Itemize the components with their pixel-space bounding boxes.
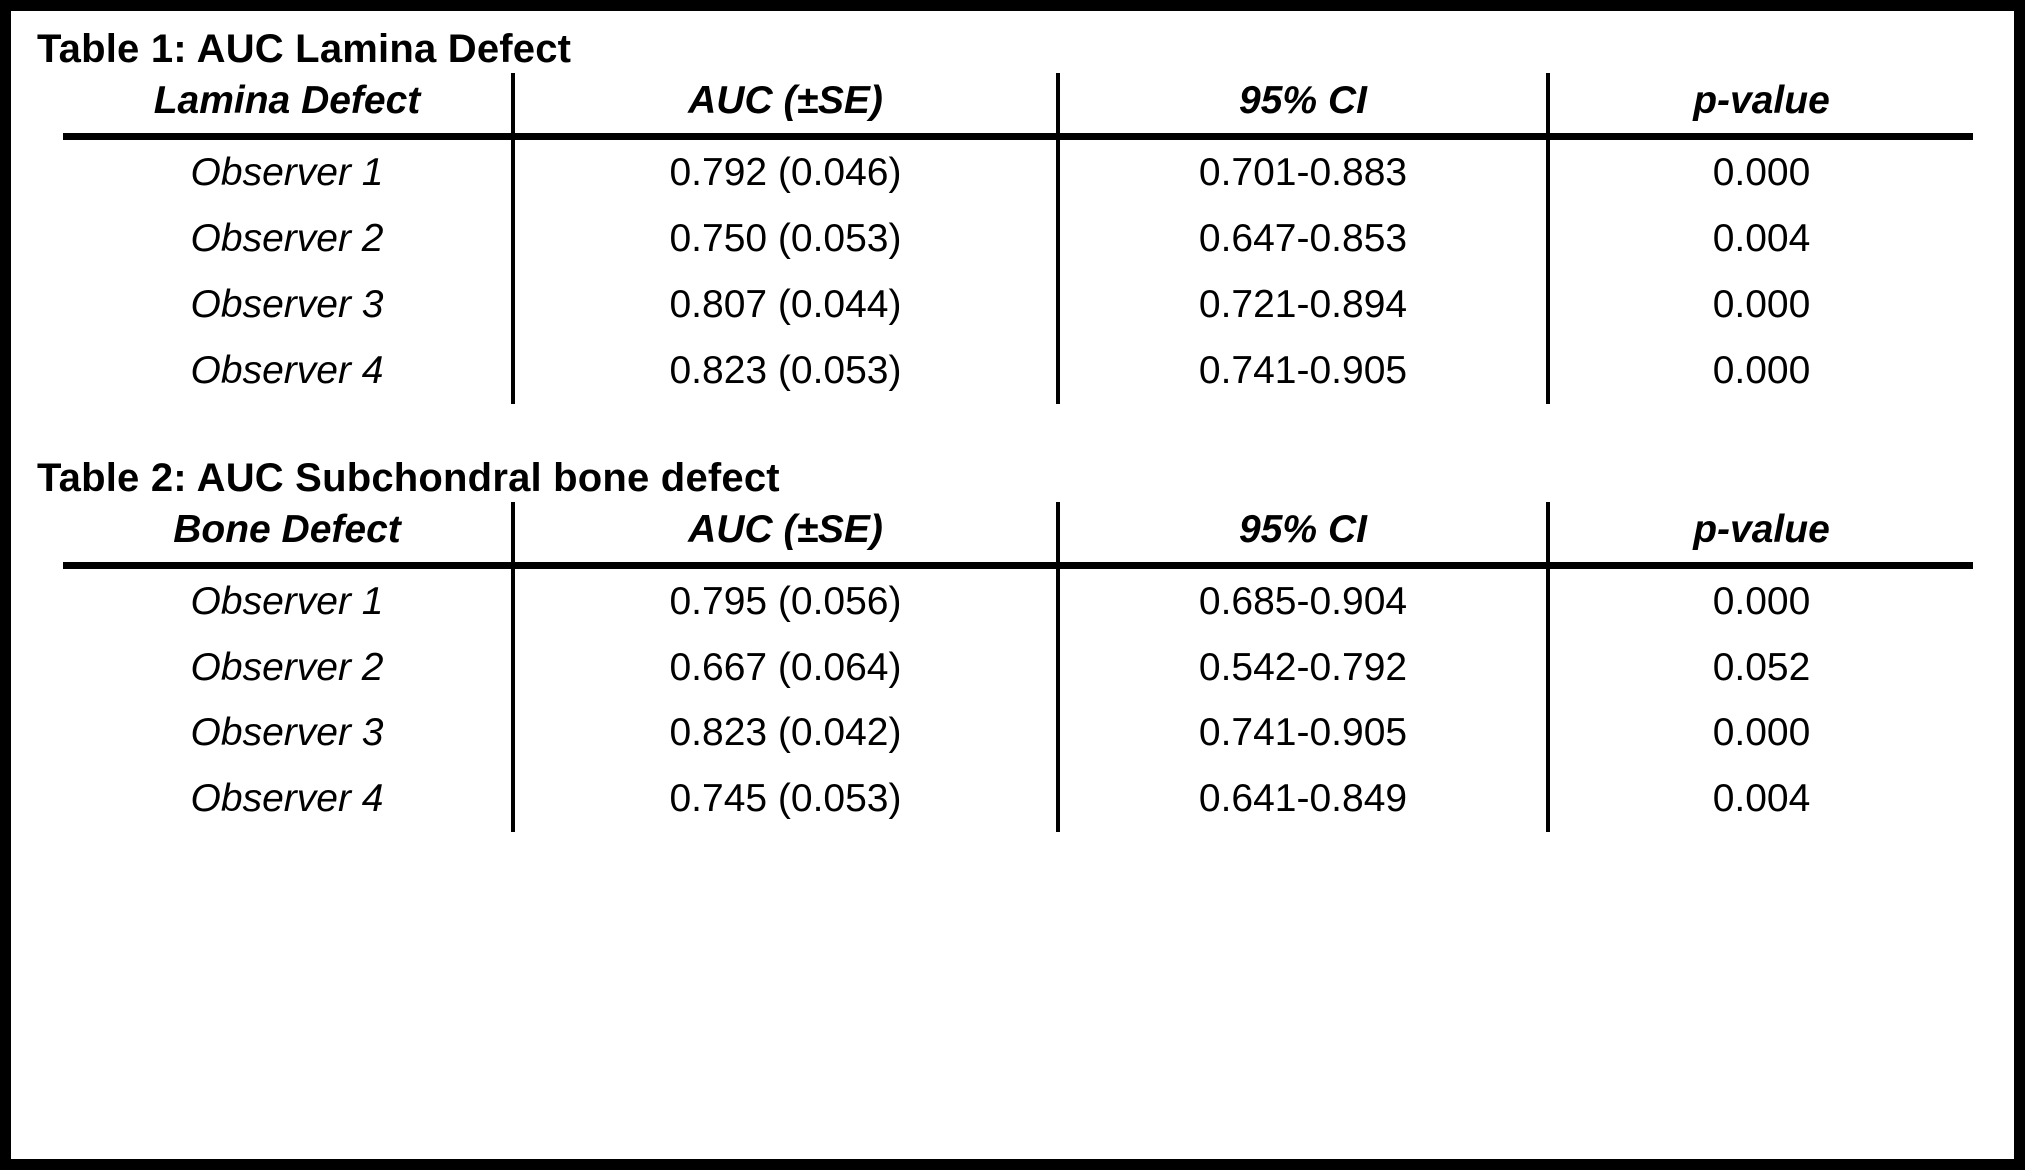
border-right bbox=[2014, 0, 2025, 1170]
table-1-wrapper bbox=[11, 73, 2014, 404]
table-1-r2-c0: Observer 3 bbox=[63, 272, 513, 338]
table-2-col-2: 95% CI bbox=[1058, 502, 1548, 566]
table-2-r2-c3: 0.000 bbox=[1712, 711, 1811, 755]
table-1-col-2: 95% CI bbox=[1058, 73, 1548, 137]
table-1-r2-c1: 0.807 (0.044) bbox=[513, 272, 1058, 338]
table-1-r0-c1: 0.792 (0.046) bbox=[513, 137, 1058, 206]
table-row bbox=[63, 635, 1973, 701]
table-1-caption: Table 1: AUC Lamina Defect bbox=[37, 27, 572, 71]
table-1-r3-c1: 0.823 (0.053) bbox=[513, 338, 1058, 404]
table-1-header bbox=[63, 73, 1973, 137]
table-row bbox=[63, 766, 1973, 832]
table-row bbox=[63, 272, 1973, 338]
border-top bbox=[0, 0, 2025, 11]
table-row bbox=[63, 565, 1973, 634]
table-2-r3-c0: Observer 4 bbox=[63, 766, 513, 832]
table-gap bbox=[11, 404, 2014, 448]
table-row bbox=[63, 338, 1973, 404]
table-1 bbox=[63, 73, 1973, 404]
table-2-col-1: AUC (±SE) bbox=[513, 502, 1058, 566]
table-2-r1-c2: 0.542-0.792 bbox=[1058, 635, 1548, 701]
table-1-r1-c3: 0.004 bbox=[1712, 216, 1811, 260]
table-1-r0-c0: Observer 1 bbox=[63, 137, 513, 206]
table-row bbox=[63, 137, 1973, 206]
table-2-caption: Table 2: AUC Subchondral bone defect bbox=[37, 455, 780, 500]
table-1-body bbox=[63, 137, 1973, 404]
table-2-r0-c3: 0.000 bbox=[1712, 579, 1811, 623]
border-bottom bbox=[0, 1159, 2025, 1170]
table-2-r2-c0: Observer 3 bbox=[63, 700, 513, 766]
table-2 bbox=[63, 502, 1973, 833]
table-2-r1-c3: 0.052 bbox=[1712, 645, 1811, 689]
table-1-r3-c2: 0.741-0.905 bbox=[1058, 338, 1548, 404]
table-2-r2-c1: 0.823 (0.042) bbox=[513, 700, 1058, 766]
table-row bbox=[63, 700, 1973, 766]
tables-container bbox=[11, 11, 2014, 1159]
table-2-r2-c2: 0.741-0.905 bbox=[1058, 700, 1548, 766]
table-2-r3-c2: 0.641-0.849 bbox=[1058, 766, 1548, 832]
table-1-r2-c3: 0.000 bbox=[1712, 282, 1811, 326]
table-1-col-0: Lamina Defect bbox=[63, 73, 513, 137]
table-1-r3-c0: Observer 4 bbox=[63, 338, 513, 404]
table-row bbox=[63, 206, 1973, 272]
table-2-r1-c0: Observer 2 bbox=[63, 635, 513, 701]
table-2-r0-c2: 0.685-0.904 bbox=[1058, 565, 1548, 634]
table-2-header bbox=[63, 502, 1973, 566]
table-1-col-1: AUC (±SE) bbox=[513, 73, 1058, 137]
table-1-r1-c0: Observer 2 bbox=[63, 206, 513, 272]
table-2-wrapper bbox=[11, 502, 2014, 833]
table-header-row bbox=[63, 73, 1973, 137]
table-2-col-0: Bone Defect bbox=[63, 502, 513, 566]
table-1-r2-c2: 0.721-0.894 bbox=[1058, 272, 1548, 338]
table-2-r3-c1: 0.745 (0.053) bbox=[513, 766, 1058, 832]
table-1-col-3: p-value bbox=[1548, 73, 1973, 137]
table-2-r1-c1: 0.667 (0.064) bbox=[513, 635, 1058, 701]
table-header-row bbox=[63, 502, 1973, 566]
table-1-r0-c3: 0.000 bbox=[1712, 151, 1811, 194]
table-1-r3-c3: 0.000 bbox=[1712, 348, 1811, 392]
table-2-col-3: p-value bbox=[1548, 502, 1973, 566]
table-2-r0-c1: 0.795 (0.056) bbox=[513, 565, 1058, 634]
table-2-r3-c3: 0.004 bbox=[1712, 777, 1811, 821]
table-1-r1-c1: 0.750 (0.053) bbox=[513, 206, 1058, 272]
table-2-r0-c0: Observer 1 bbox=[63, 565, 513, 634]
border-left bbox=[0, 0, 11, 1170]
table-1-r1-c2: 0.647-0.853 bbox=[1058, 206, 1548, 272]
table-1-r0-c2: 0.701-0.883 bbox=[1058, 137, 1548, 206]
table-2-body bbox=[63, 565, 1973, 832]
